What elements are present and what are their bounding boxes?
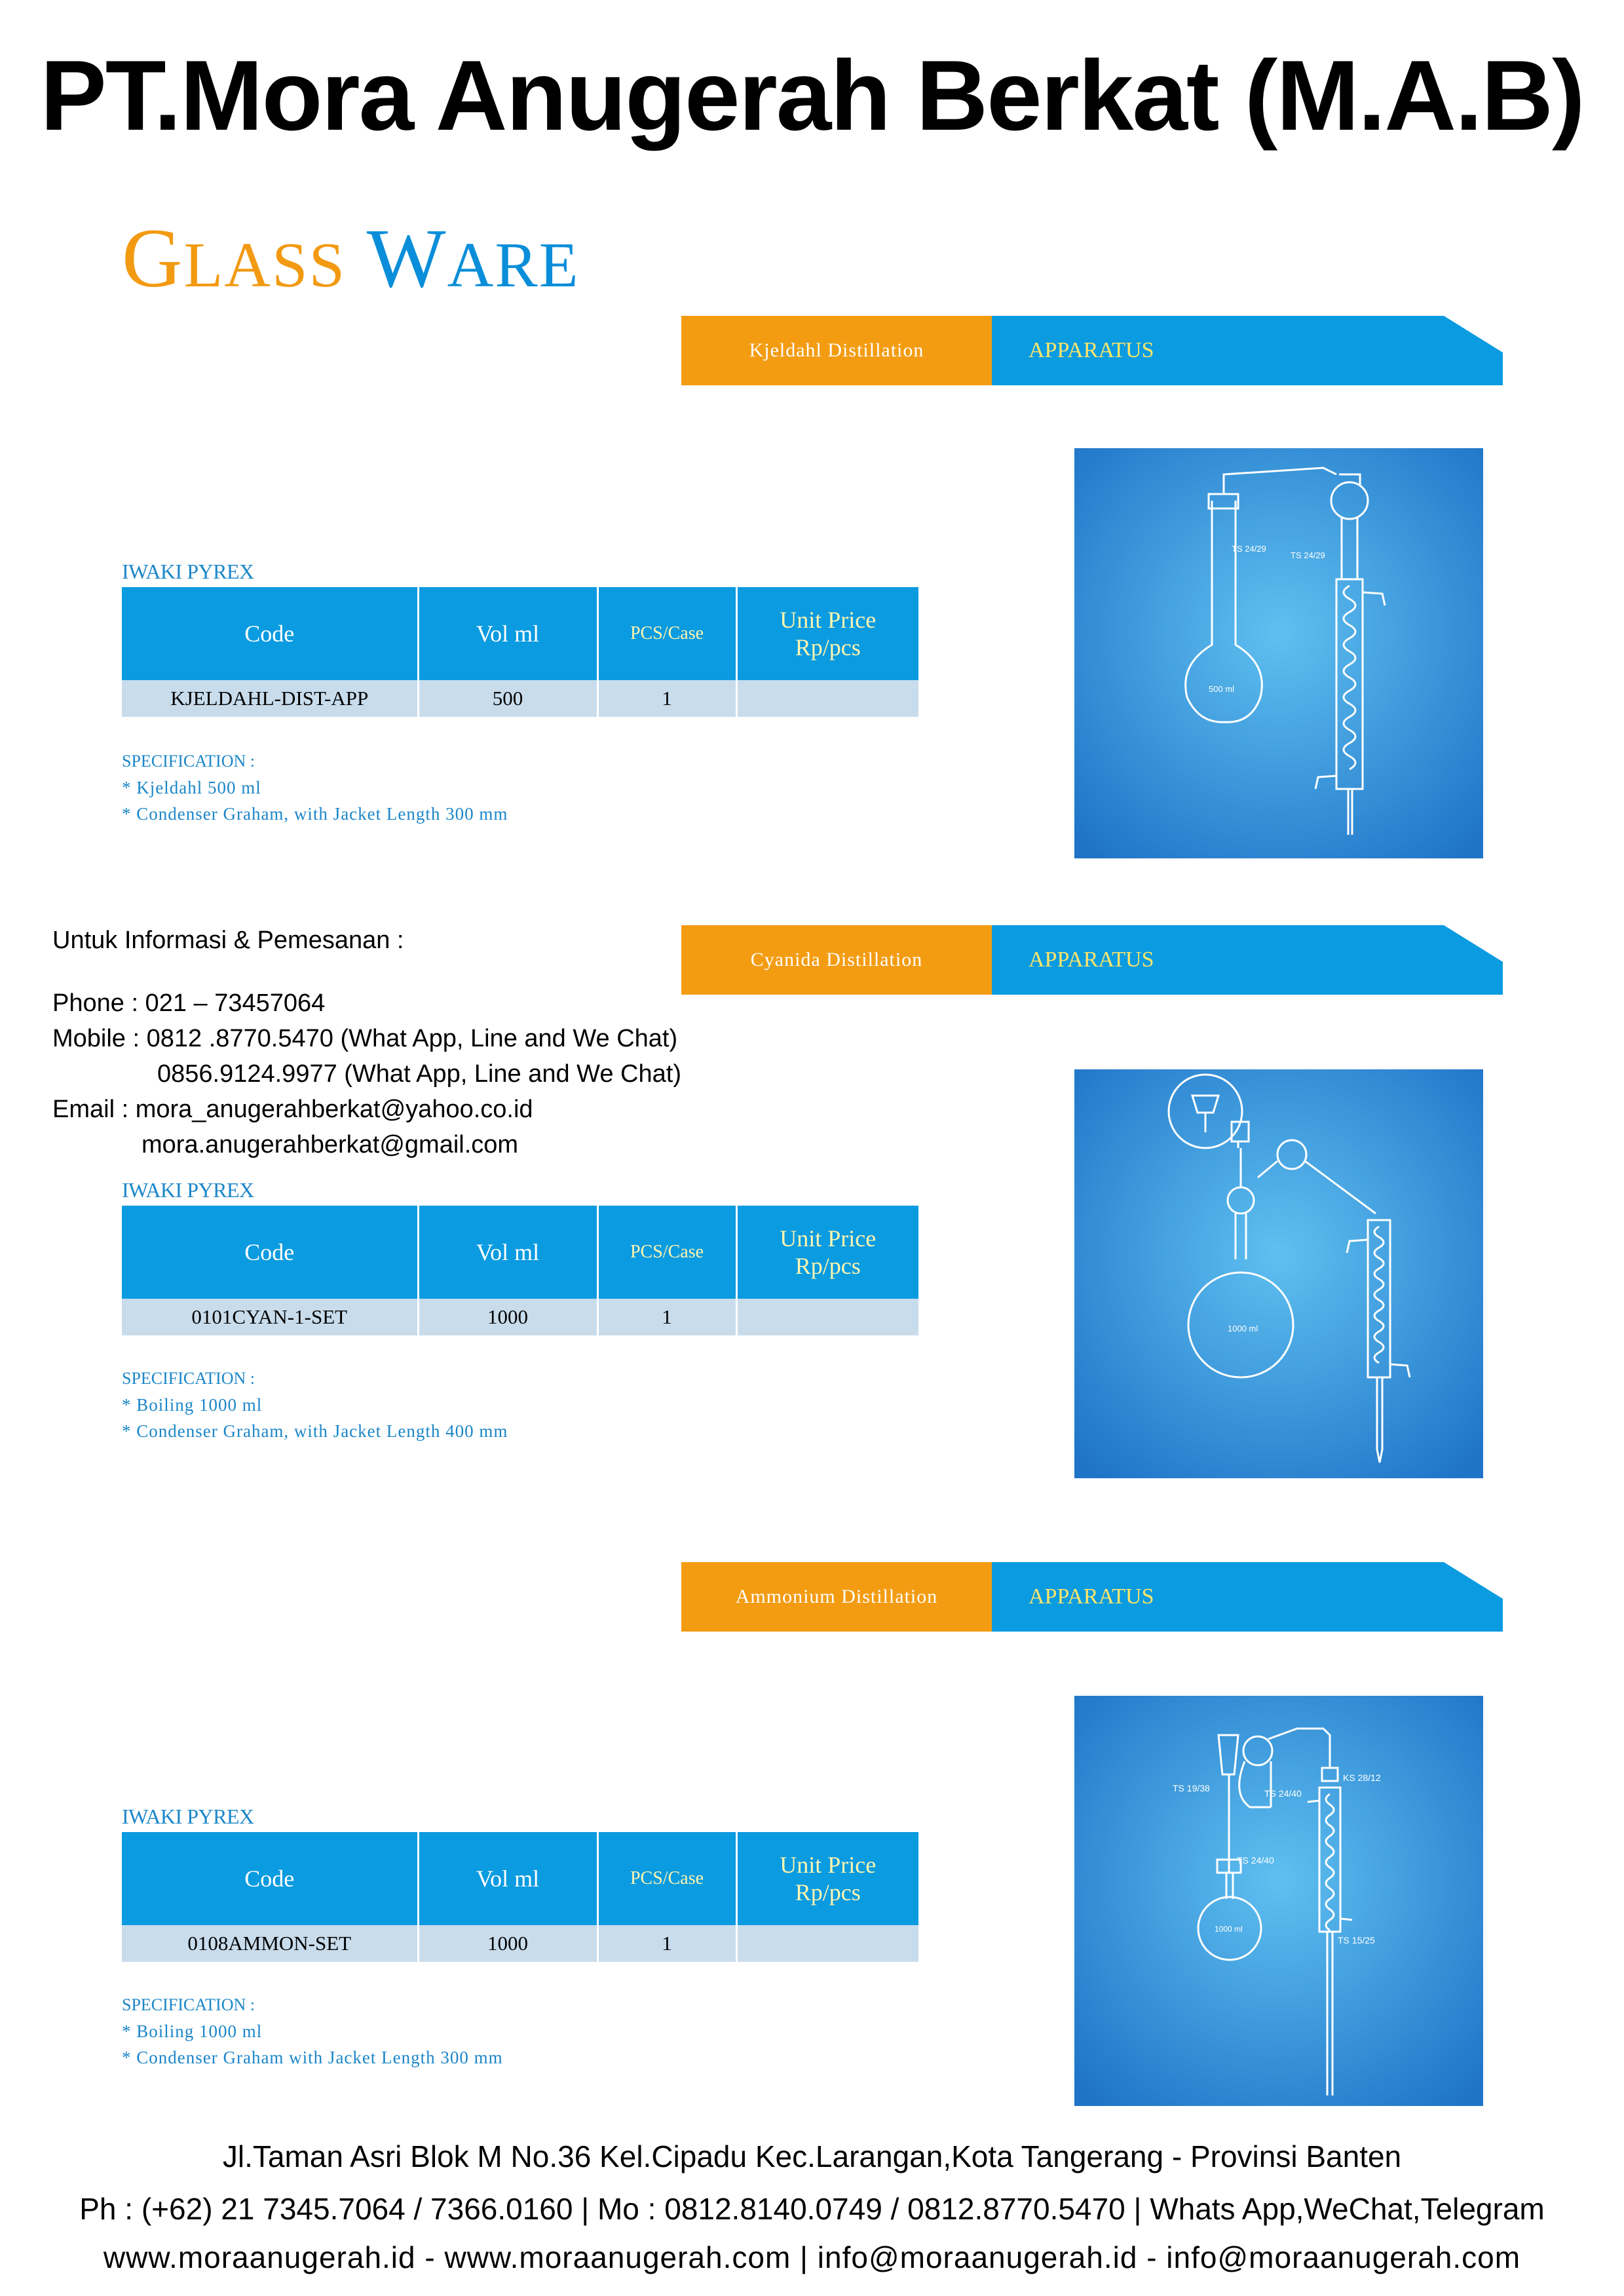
column-header-pcs: PCS/Case bbox=[597, 1206, 736, 1299]
company-title: PT.Mora Anugerah Berkat (M.A.B) bbox=[40, 40, 1584, 151]
brand-label: IWAKI PYREX bbox=[122, 1805, 254, 1828]
spec-title: SPECIFICATION : bbox=[122, 1369, 255, 1388]
spec-title: SPECIFICATION : bbox=[122, 1995, 255, 2014]
spec-line: * Kjeldahl 500 ml bbox=[122, 778, 261, 797]
contact-phone: Phone : 021 – 73457064 bbox=[52, 989, 326, 1017]
category-label: Ammonium Distillation bbox=[681, 1562, 992, 1632]
cell-vol: 500 bbox=[418, 680, 597, 717]
glassware-logo: GLASS WARE bbox=[122, 212, 580, 305]
column-header-price: Unit Price Rp/pcs bbox=[736, 587, 918, 680]
column-header-price: Unit Price Rp/pcs bbox=[736, 1206, 918, 1299]
diagram-label: 1000 ml bbox=[1228, 1324, 1258, 1333]
column-header-vol: Vol ml bbox=[418, 1206, 597, 1299]
product-table-cyanida bbox=[122, 1206, 918, 1335]
footer-address: Jl.Taman Asri Blok M No.36 Kel.Cipadu Kec.Larangan,Kota Tangerang - Provinsi Banten bbox=[222, 2139, 1402, 2173]
diagram-label: TS 19/38 bbox=[1173, 1783, 1210, 1793]
diagram-label: KS 28/12 bbox=[1343, 1772, 1381, 1783]
type-label: APPARATUS bbox=[1029, 338, 1154, 362]
table-row bbox=[122, 1925, 918, 1962]
diagram-label: TS 24/29 bbox=[1232, 544, 1266, 554]
cell-code: 0108AMMON-SET bbox=[122, 1925, 418, 1962]
contact-email: Email : mora_anugerahberkat@yahoo.co.id bbox=[52, 1096, 533, 1123]
product-table-kjeldahl bbox=[122, 587, 918, 717]
cell-code: KJELDAHL-DIST-APP bbox=[122, 680, 418, 717]
specification-block bbox=[122, 748, 508, 827]
diagram-label: TS 24/29 bbox=[1291, 550, 1325, 560]
contact-email: mora.anugerahberkat@gmail.com bbox=[142, 1131, 519, 1158]
cell-pcs: 1 bbox=[597, 1925, 736, 1962]
cell-pcs: 1 bbox=[597, 680, 736, 717]
type-label: APPARATUS bbox=[1029, 947, 1154, 972]
spec-title: SPECIFICATION : bbox=[122, 752, 255, 771]
cell-price bbox=[736, 1299, 918, 1335]
spec-line: * Condenser Graham, with Jacket Length 300 mm bbox=[122, 804, 508, 824]
apparatus-image-kjeldahl bbox=[1074, 448, 1483, 858]
apparatus-image-ammonium bbox=[1074, 1696, 1483, 2106]
brand-label: IWAKI PYREX bbox=[122, 560, 254, 583]
apparatus-image-cyanida bbox=[1074, 1069, 1483, 1478]
contact-mobile: 0856.9124.9977 (What App, Line and We Chat) bbox=[157, 1060, 681, 1088]
table-row bbox=[122, 680, 918, 717]
table-row bbox=[122, 1299, 918, 1335]
diagram-label: 500 ml bbox=[1209, 684, 1235, 694]
footer-phones: Ph : (+62) 21 7345.7064 / 7366.0160 | Mo : 0812.8140.0749 / 0812.8770.5470 | Whats App,WeChat,Telegram bbox=[79, 2192, 1545, 2226]
column-header-code: Code bbox=[122, 1832, 418, 1925]
product-table-ammonium bbox=[122, 1832, 918, 1962]
cell-pcs: 1 bbox=[597, 1299, 736, 1335]
column-header-code: Code bbox=[122, 1206, 418, 1299]
category-label: Cyanida Distillation bbox=[681, 925, 992, 995]
diagram-label: TS 15/25 bbox=[1338, 1935, 1375, 1945]
cell-vol: 1000 bbox=[418, 1299, 597, 1335]
column-header-pcs: PCS/Case bbox=[597, 1832, 736, 1925]
specification-block bbox=[122, 1992, 503, 2071]
category-label: Kjeldahl Distillation bbox=[681, 316, 992, 385]
cell-price bbox=[736, 680, 918, 717]
column-header-vol: Vol ml bbox=[418, 1832, 597, 1925]
column-header-vol: Vol ml bbox=[418, 587, 597, 680]
column-header-price: Unit Price Rp/pcs bbox=[736, 1832, 918, 1925]
specification-block bbox=[122, 1366, 508, 1444]
contact-block bbox=[52, 923, 681, 1162]
cell-code: 0101CYAN-1-SET bbox=[122, 1299, 418, 1335]
cell-price bbox=[736, 1925, 918, 1962]
spec-line: * Condenser Graham, with Jacket Length 400 mm bbox=[122, 1421, 508, 1441]
column-header-pcs: PCS/Case bbox=[597, 587, 736, 680]
contact-mobile: Mobile : 0812 .8770.5470 (What App, Line and We Chat) bbox=[52, 1025, 678, 1052]
spec-line: * Condenser Graham with Jacket Length 300 mm bbox=[122, 2048, 503, 2067]
diagram-label: 1000 ml bbox=[1215, 1924, 1243, 1934]
type-label: APPARATUS bbox=[1029, 1584, 1154, 1609]
contact-title: Untuk Informasi & Pemesanan : bbox=[52, 927, 404, 954]
diagram-label: TS 24/40 bbox=[1237, 1855, 1274, 1866]
brand-label: IWAKI PYREX bbox=[122, 1178, 254, 1202]
column-header-code: Code bbox=[122, 587, 418, 680]
cell-vol: 1000 bbox=[418, 1925, 597, 1962]
spec-line: * Boiling 1000 ml bbox=[122, 1395, 263, 1415]
diagram-label: TS 24/40 bbox=[1264, 1788, 1302, 1799]
spec-line: * Boiling 1000 ml bbox=[122, 2021, 263, 2041]
footer-web: www.moraanugerah.id - www.moraanugerah.com | info@moraanugerah.id - info@moraanugerah.com bbox=[103, 2240, 1521, 2274]
